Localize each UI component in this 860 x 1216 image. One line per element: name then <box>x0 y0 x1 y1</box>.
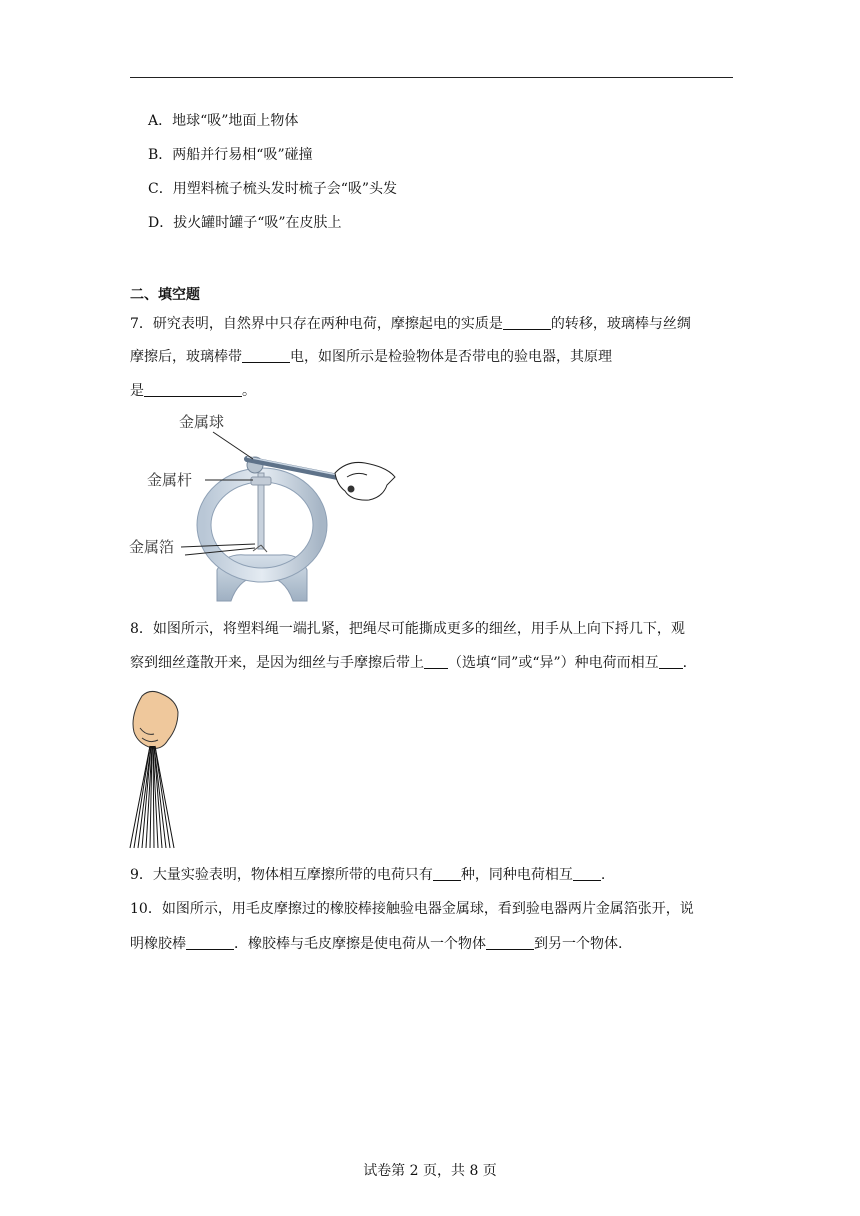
q10-text-2b: ．橡胶棒与毛皮摩擦是使电荷从一个物体 <box>234 936 486 952</box>
q7-blank-1 <box>503 315 551 330</box>
q9-blank-1 <box>433 866 461 881</box>
section-title: 二、填空题 <box>130 287 200 303</box>
q7-blank-2 <box>242 348 290 363</box>
question-7-line-3 <box>130 381 256 401</box>
question-10-line-1: 10．如图所示，用毛皮摩擦过的橡胶棒接触验电器金属球，看到验电器两片金属箔张开，说 <box>130 901 694 917</box>
label-metal-foil: 金属箔 <box>129 538 175 556</box>
question-8-line-1: 8．如图所示，将塑料绳一端扎紧，把绳尽可能撕成更多的细丝，用手从上向下捋几下，观 <box>130 621 685 637</box>
label-metal-rod: 金属杆 <box>147 471 193 489</box>
header-rule <box>130 77 733 78</box>
q7-text-3b: 。 <box>242 383 256 399</box>
plastic-strands-figure <box>128 688 188 850</box>
electroscope-figure <box>125 405 405 610</box>
q10-text-2c: 到另一个物体. <box>534 936 623 952</box>
option-a: A．地球“吸”地面上物体 <box>148 113 299 129</box>
q7-blank-3 <box>144 382 242 397</box>
option-d: D．拔火罐时罐子“吸”在皮肤上 <box>148 215 342 231</box>
q9-blank-2 <box>573 866 601 881</box>
option-b: B．两船并行易相“吸”碰撞 <box>148 147 313 163</box>
option-c: C．用塑料梳子梳头发时梳子会“吸”头发 <box>148 181 398 197</box>
hand-icon <box>133 691 178 748</box>
q7-text-2a: 摩擦后，玻璃棒带 <box>130 349 242 365</box>
question-7-line-1 <box>130 314 691 334</box>
question-10-line-2 <box>130 934 622 954</box>
q8-blank-1 <box>424 654 448 669</box>
label-metal-ball: 金属球 <box>179 413 225 431</box>
q10-blank-1 <box>186 935 234 950</box>
label-leader-ball <box>213 432 253 459</box>
q10-blank-2 <box>486 935 534 950</box>
page-footer: 试卷第 2 页，共 8 页 <box>363 1163 497 1179</box>
q8-text-2b: （选填“同”或“异”）种电荷而相互 <box>448 655 659 671</box>
plastic-strands <box>130 746 174 848</box>
q8-blank-2 <box>659 654 683 669</box>
q8-text-2c: . <box>682 655 688 671</box>
q9-text-b: 种，同种电荷相互 <box>460 867 573 883</box>
question-7-line-2 <box>130 347 612 367</box>
q9-text-c: . <box>600 867 606 883</box>
hand-icon <box>335 462 395 500</box>
question-9 <box>130 865 605 885</box>
q9-text-a: 9．大量实验表明，物体相互摩擦所带的电荷只有 <box>130 867 433 883</box>
q7-text-2b: 电，如图所示是检验物体是否带电的验电器，其原理 <box>290 349 612 365</box>
q10-text-2a: 明橡胶棒 <box>130 936 186 952</box>
question-8-line-2 <box>130 653 687 673</box>
q7-text-1a: 7．研究表明，自然界中只存在两种电荷，摩擦起电的实质是 <box>130 316 503 332</box>
q7-text-1b: 的转移，玻璃棒与丝绸 <box>550 316 691 332</box>
q7-text-3a: 是 <box>130 383 144 399</box>
q8-text-2a: 察到细丝蓬散开来，是因为细丝与手摩擦后带上 <box>130 655 424 671</box>
